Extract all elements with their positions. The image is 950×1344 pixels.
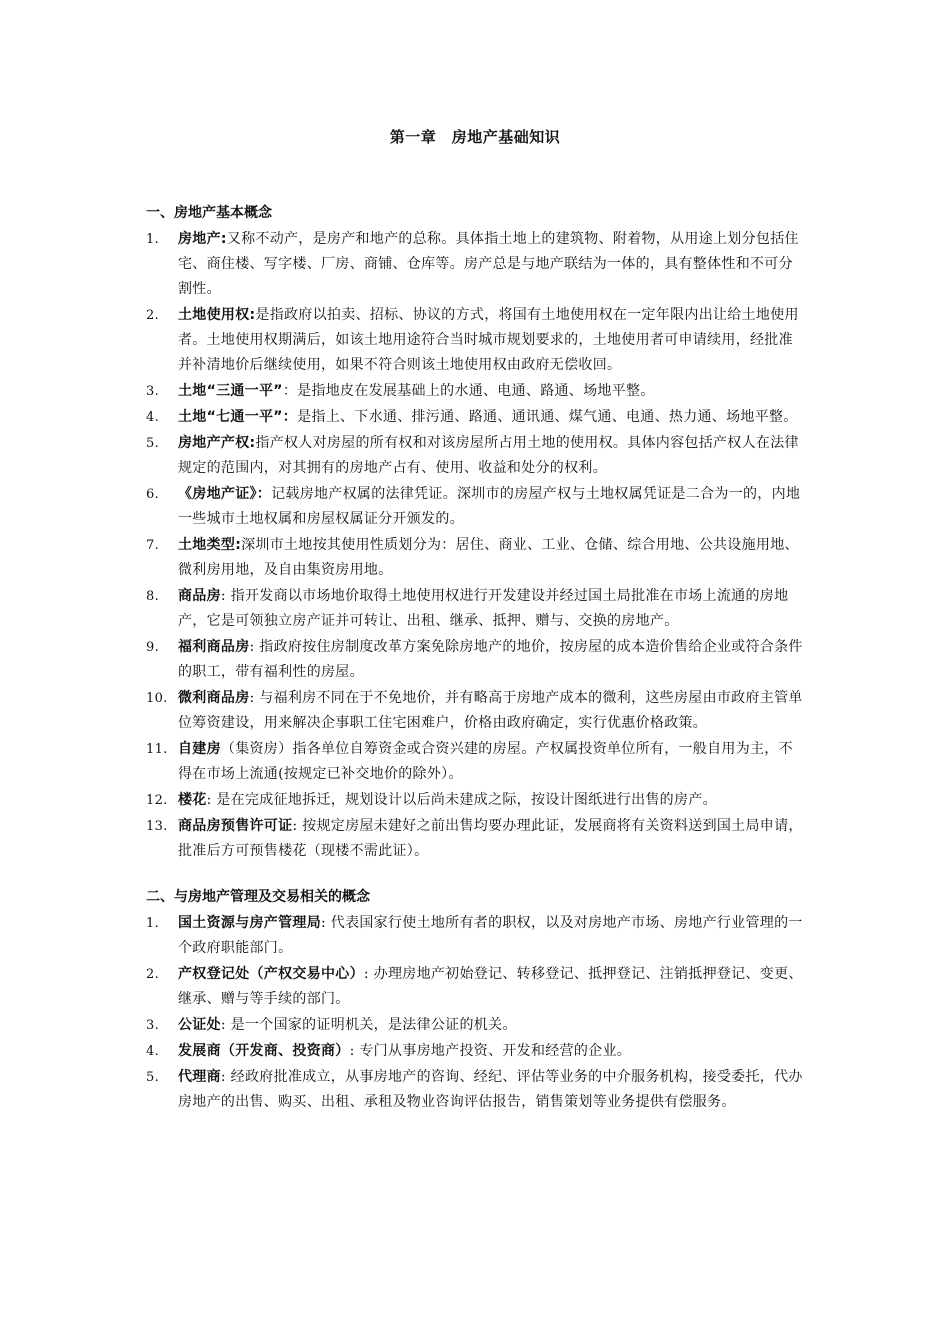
item-number: 10. xyxy=(146,691,168,706)
item-term: 《房地产证》： xyxy=(178,486,272,502)
definition-item xyxy=(146,482,806,532)
section-heading: 一、房地产基本概念 xyxy=(146,205,272,221)
item-term: 楼花 xyxy=(178,792,207,808)
item-term: 房地产: xyxy=(178,231,227,247)
definition-item xyxy=(146,635,806,685)
item-definition: : 是一个国家的证明机关，是法律公证的机关。 xyxy=(220,1017,517,1033)
item-definition: 指产权人对房屋的所有权和对该房屋所占用土地的使用权。具体内容包括产权人在法律规定的范围内，对其拥有的房地产占有、使用、收益和处分的权利。 xyxy=(178,435,799,476)
item-number: 5. xyxy=(146,1070,160,1085)
definition-item xyxy=(146,405,806,430)
item-number: 4. xyxy=(146,410,160,425)
item-definition: : 指开发商以市场地价取得土地使用权进行开发建设并经过国土局批准在市场上流通的房地产，它是可领独立房产证并可转让、出租、继承、抵押、赠与、交换的房地产。 xyxy=(178,588,789,629)
item-number: 2. xyxy=(146,308,160,323)
item-term: 商品房预售许可证 xyxy=(178,818,293,834)
definition-item xyxy=(146,1013,806,1038)
item-definition: : 代表国家行使土地所有者的职权，以及对房地产市场、房地产行业管理的一个政府职能部门。 xyxy=(178,915,803,956)
item-definition: 记载房地产权属的法律凭证。深圳市的房屋产权与土地权属凭证是二合为一的，内地一些城市土地权属和房屋权属证分开颁发的。 xyxy=(178,486,801,527)
definition-item xyxy=(146,737,806,787)
definition-item xyxy=(146,814,806,864)
item-definition: （集资房）指各单位自筹资金或合资兴建的房屋。产权属投资单位所有，一般自用为主，不得在市场上流通(按规定已补交地价的除外）。 xyxy=(178,741,793,782)
item-term: 微利商品房 xyxy=(178,690,250,706)
section xyxy=(146,202,806,864)
item-number: 3. xyxy=(146,1018,160,1033)
item-definition: : 专门从事房地产投资、开发和经营的企业。 xyxy=(349,1043,632,1059)
definition-item xyxy=(146,584,806,634)
definition-list xyxy=(146,227,806,864)
item-number: 8. xyxy=(146,589,160,604)
item-number: 1. xyxy=(146,916,160,931)
item-number: 3. xyxy=(146,384,160,399)
document-content xyxy=(146,202,806,1116)
item-definition: 又称不动产，是房产和地产的总称。具体指土地上的建筑物、附着物，从用途上划分包括住宅、商住楼、写字楼、厂房、商铺、仓库等。房产总是与地产联结为一体的，具有整体性和不可分割性。 xyxy=(178,231,799,297)
definition-item xyxy=(146,1039,806,1064)
definition-item xyxy=(146,303,806,378)
definition-item xyxy=(146,962,806,1012)
definition-list xyxy=(146,911,806,1115)
item-number: 11. xyxy=(146,742,168,757)
item-definition: ：是指地皮在发展基础上的水通、电通、路通、场地平整。 xyxy=(282,383,655,399)
item-number: 1. xyxy=(146,232,160,247)
section xyxy=(146,886,806,1115)
item-number: 4. xyxy=(146,1044,160,1059)
item-number: 13. xyxy=(146,819,168,834)
chapter-title: 第一章 房地产基础知识 xyxy=(389,128,561,146)
definition-item xyxy=(146,686,806,736)
item-number: 2. xyxy=(146,967,160,982)
item-definition: 是指上、下水通、排污通、路通、通讯通、煤气通、电通、热力通、场地平整。 xyxy=(297,409,798,425)
definition-item xyxy=(146,379,806,404)
item-definition: : 指政府按住房制度改革方案免除房地产的地价，按房屋的成本造价售给企业或符合条件的职工，带有福利性的房屋。 xyxy=(178,639,803,680)
definition-item xyxy=(146,227,806,302)
item-term: 商品房 xyxy=(178,588,221,604)
item-term: 发展商（开发商、投资商） xyxy=(178,1043,350,1059)
item-number: 9. xyxy=(146,640,160,655)
definition-item xyxy=(146,1065,806,1115)
item-definition: : 经政府批准成立，从事房地产的咨询、经纪、评估等业务的中介服务机构，接受委托，代办房地产的出售、购买、出租、承租及物业咨询评估报告，销售策划等业务提供有偿服务。 xyxy=(178,1069,803,1110)
item-number: 7. xyxy=(146,538,160,553)
section-heading: 二、与房地产管理及交易相关的概念 xyxy=(146,889,370,905)
item-term: 国土资源与房产管理局 xyxy=(178,915,321,931)
item-definition: : 是在完成征地拆迁，规划设计以后尚未建成之际，按设计图纸进行出售的房产。 xyxy=(206,792,717,808)
item-term: 房地产产权: xyxy=(178,435,256,451)
item-definition: 深圳市土地按其使用性质划分为：居住、商业、工业、仓储、综合用地、公共设施用地、微利房用地，及自由集资房用地。 xyxy=(178,537,799,578)
item-term: 自建房 xyxy=(178,741,221,757)
item-term: 产权登记处（产权交易中心） xyxy=(178,966,364,982)
item-term: 土地使用权: xyxy=(178,307,256,323)
item-term: 代理商 xyxy=(178,1069,221,1085)
item-definition: : 按规定房屋未建好之前出售均要办理此证，发展商将有关资料送到国土局申请，批准后方可预售楼花（现楼不需此证）。 xyxy=(178,818,803,859)
item-term: 土地类型: xyxy=(178,537,242,553)
definition-item xyxy=(146,533,806,583)
definition-item xyxy=(146,911,806,961)
item-definition: 是指政府以拍卖、招标、协议的方式，将国有土地使用权在一定年限内出让给土地使用者。土地使用权期满后，如该土地用途符合当时城市规划要求的，土地使用者可申请续用，经批准并补清地价后继续使用，如果不符合则该土地使用权由政府无偿收回。 xyxy=(178,307,799,373)
item-term: 公证处 xyxy=(178,1017,221,1033)
definition-item xyxy=(146,431,806,481)
item-term: 福利商品房 xyxy=(178,639,250,655)
item-term: 土地“七通一平”： xyxy=(178,409,298,425)
item-term: 土地“三通一平” xyxy=(178,383,283,399)
item-definition: : 与福利房不同在于不免地价，并有略高于房地产成本的微利，这些房屋由市政府主管单位筹资建设，用来解决企事职工住宅困难户，价格由政府确定，实行优惠价格政策。 xyxy=(178,690,803,731)
item-number: 5. xyxy=(146,436,160,451)
item-definition: : 办理房地产初始登记、转移登记、抵押登记、注销抵押登记、变更、继承、赠与等手续的部门。 xyxy=(178,966,803,1007)
definition-item xyxy=(146,788,806,813)
item-number: 6. xyxy=(146,487,160,502)
item-number: 12. xyxy=(146,793,168,808)
